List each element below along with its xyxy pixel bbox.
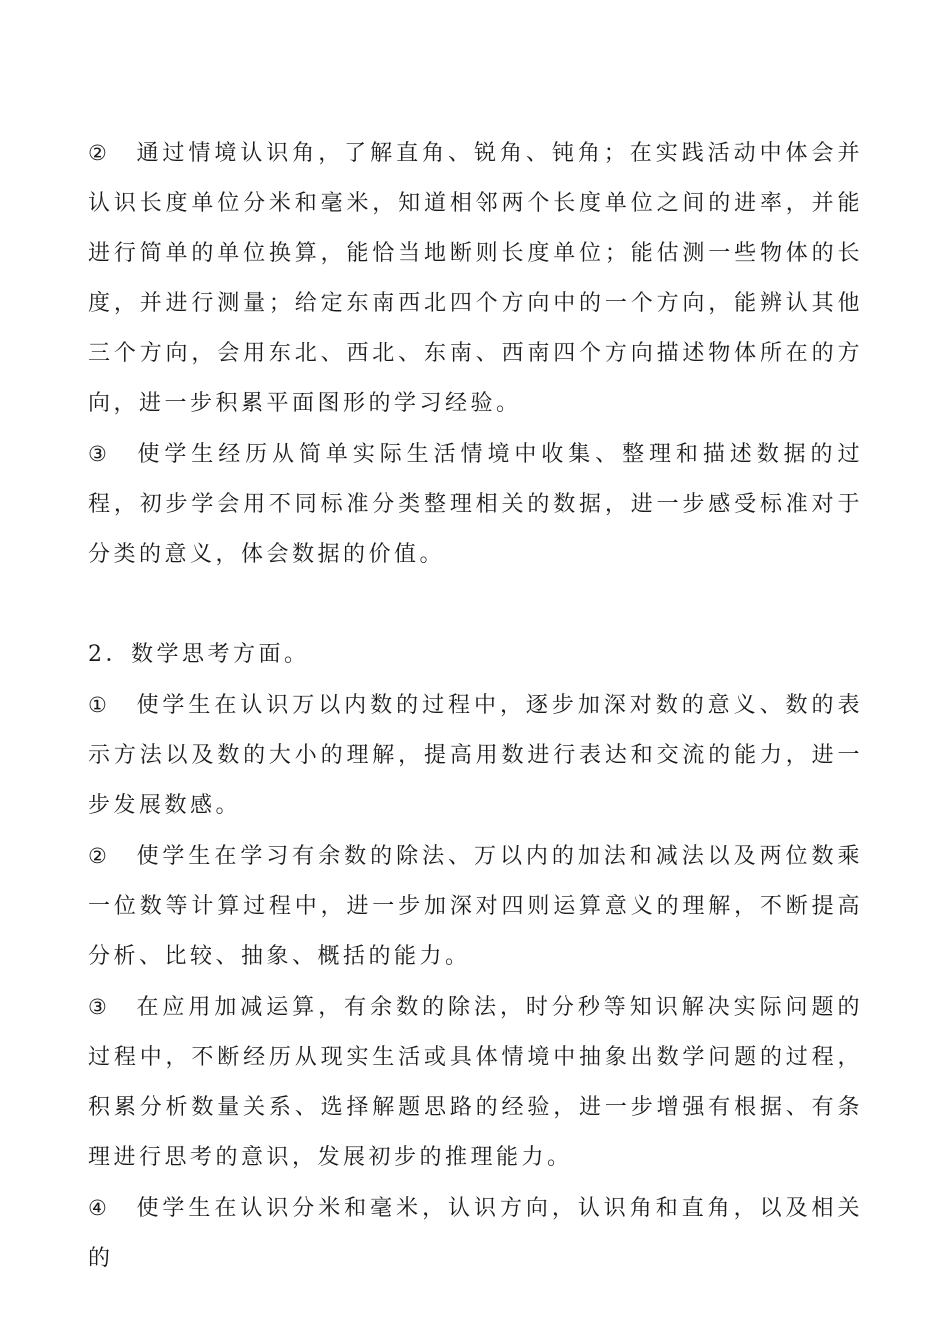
item-text: 使学生在认识分米和毫米，认识方向，认识角和直角，以及相关的 (88, 1196, 863, 1271)
item-text: 使学生经历从简单实际生活情境中收集、整理和描述数据的过程，初步学会用不同标准分类整理相关的数据，进一步感受标准对于分类的意义，体会数据的价值。 (88, 442, 863, 567)
item-marker: ② (88, 141, 107, 165)
item-marker: ③ (88, 442, 107, 466)
item-text: 使学生在学习有余数的除法、万以内的加法和减法以及两位数乘一位数等计算过程中，进一步加深对四则运算意义的理解，不断提高分析、比较、抽象、概括的能力。 (88, 844, 863, 969)
document-body (88, 128, 863, 1284)
item-marker: ③ (88, 995, 107, 1019)
section-heading: 2．数学思考方面。 (88, 642, 310, 667)
list-item (88, 680, 863, 831)
list-item (88, 1183, 863, 1284)
item-marker: ④ (88, 1196, 107, 1220)
item-text: 通过情境认识角，了解直角、锐角、钝角；在实践活动中体会并认识长度单位分米和毫米，知道相邻两个长度单位之间的进率，并能进行简单的单位换算，能恰当地断则长度单位；能估测一些物体的长度，并进行测量；给定东南西北四个方向中的一个方向，能辨认其他三个方向，会用东北、西北、东南、西南四个方向描述物体所在的方向，进一步积累平面图形的学习经验。 (88, 141, 863, 416)
item-marker: ② (88, 844, 107, 868)
item-marker: ① (88, 693, 107, 717)
list-item (88, 982, 863, 1183)
item-text: 在应用加减运算，有余数的除法，时分秒等知识解决实际问题的过程中，不断经历从现实生活或具体情境中抽象出数学问题的过程，积累分析数量关系、选择解题思路的经验，进一步增强有根据、有条理进行思考的意识，发展初步的推理能力。 (88, 995, 863, 1170)
list-item (88, 429, 863, 580)
list-item (88, 128, 863, 429)
list-item (88, 831, 863, 982)
item-text: 使学生在认识万以内数的过程中，逐步加深对数的意义、数的表示方法以及数的大小的理解，提高用数进行表达和交流的能力，进一步发展数感。 (88, 693, 863, 818)
